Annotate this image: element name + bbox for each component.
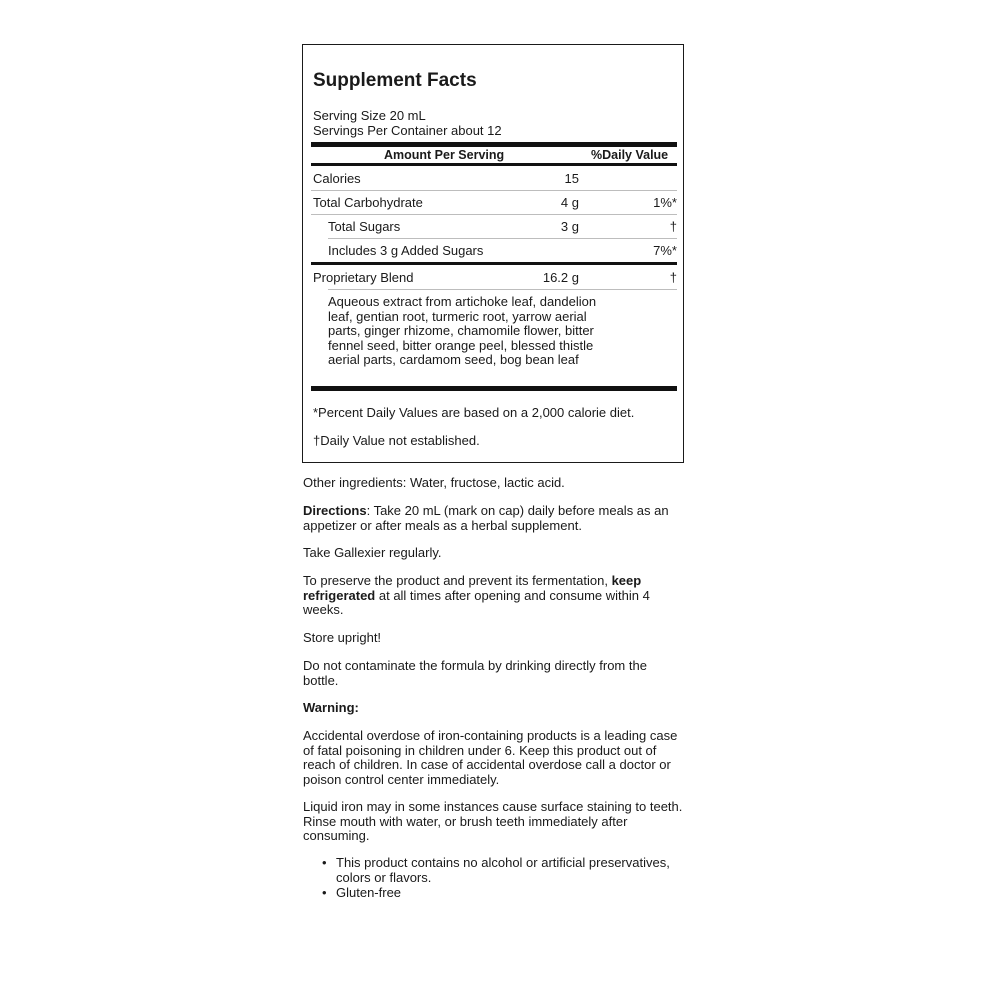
row-amount-total-carbohydrate: 4 g	[560, 195, 579, 210]
list-item-text: This product contains no alcohol or artificial preservatives, colors or flavors.	[336, 855, 670, 885]
take-regularly: Take Gallexier regularly.	[303, 545, 442, 560]
footnote-dagger: †Daily Value not established.	[313, 433, 480, 448]
row-label-added-sugars: Includes 3 g Added Sugars	[328, 243, 484, 258]
row-divider	[328, 238, 677, 239]
warning-text: Accidental overdose of iron-containing products is a leading case of fatal poisoning in children under 6. Keep this product out of reach of children. In case of accidental overdose call a doctor or poison control center immediately.	[303, 728, 678, 787]
keep-refrigerated: keep refrigerated	[303, 573, 642, 603]
facts-title: Supplement Facts	[313, 70, 477, 91]
row-label-proprietary-blend: Proprietary Blend	[313, 270, 414, 285]
other-ingredients: Other ingredients: Water, fructose, lactic acid.	[303, 475, 565, 490]
row-dv-added-sugars: 7%*	[653, 243, 677, 258]
row-divider	[311, 190, 677, 191]
footnote-daily-value: *Percent Daily Values are based on a 2,000 calorie diet.	[313, 405, 635, 420]
row-amount-proprietary-blend: 16.2 g	[542, 270, 579, 285]
row-label-total-sugars: Total Sugars	[328, 219, 401, 234]
row-divider	[328, 289, 677, 290]
store-upright: Store upright!	[303, 630, 382, 645]
servings-per-container: Servings Per Container about 12	[313, 123, 502, 138]
directions-text: : Take 20 mL (mark on cap) daily before meals as an appetizer or after meals as a herbal supplement.	[303, 503, 669, 533]
rule-section	[311, 262, 677, 265]
list-item	[303, 886, 683, 901]
list-item-text: Gluten-free	[336, 885, 402, 901]
preserve-instructions	[303, 574, 683, 618]
directions-label: Directions	[303, 503, 367, 518]
serving-size: Serving Size 20 mL	[313, 108, 426, 123]
directions	[303, 504, 683, 533]
liquid-iron-note: Liquid iron may in some instances cause surface staining to teeth. Rinse mouth with water, or brush teeth immediately after consuming.	[303, 799, 683, 844]
contamination-warning: Do not contaminate the formula by drinking directly from the bottle.	[303, 658, 647, 688]
row-amount-total-sugars: 3 g	[560, 219, 579, 234]
bullet-icon: •	[322, 855, 327, 870]
rule-bottom	[311, 386, 677, 391]
serving-info	[313, 108, 502, 138]
row-amount-calories: 15	[564, 171, 579, 186]
list-item	[303, 856, 683, 885]
preserve-text-1: To preserve the product and prevent its fermentation,	[303, 573, 612, 588]
blend-description: Aqueous extract from artichoke leaf, dandelion leaf, gentian root, turmeric root, yarrow aerial parts, ginger rhizome, chamomile flower, bitter fennel seed, bitter orange peel, blessed thistle aerial parts, cardamom seed, bog bean leaf	[328, 294, 597, 368]
row-divider	[311, 214, 677, 215]
row-label-total-carbohydrate: Total Carbohydrate	[313, 195, 423, 210]
feature-list	[303, 856, 683, 902]
bullet-icon: •	[322, 885, 327, 901]
row-label-calories: Calories	[313, 171, 361, 186]
preserve-text-2: at all times after opening and consume within 4 weeks.	[303, 587, 650, 618]
warning-label: Warning:	[303, 700, 359, 715]
row-dv-proprietary-blend: †	[669, 270, 677, 285]
supplement-facts-panel	[302, 44, 684, 463]
header-amount: Amount Per Serving	[384, 148, 505, 162]
rule-header	[311, 163, 677, 166]
row-dv-total-carbohydrate: 1%*	[653, 195, 677, 210]
header-daily-value: %Daily Value	[591, 148, 669, 162]
rule-top	[311, 142, 677, 147]
row-dv-total-sugars: †	[669, 219, 677, 234]
